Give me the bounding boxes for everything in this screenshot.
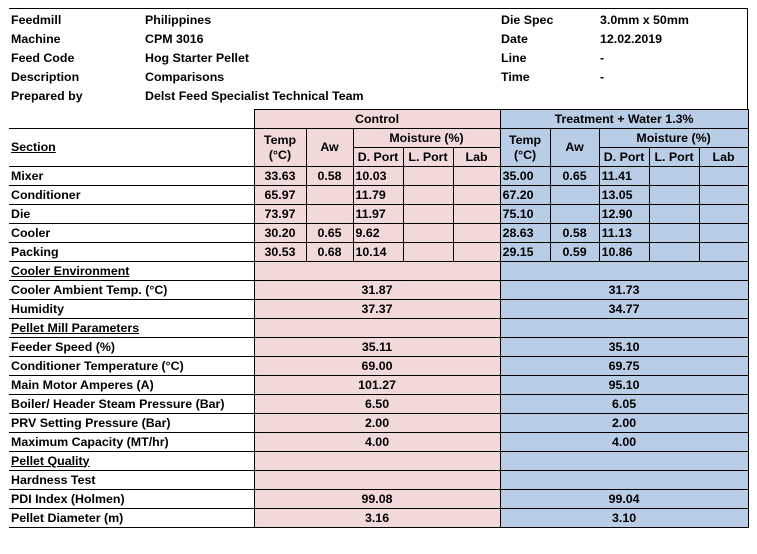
pellet-quality-title: Pellet Quality [9,452,254,471]
machine-value: CPM 3016 [145,32,204,46]
parameter-label: Maximum Capacity (MT/hr) [9,433,254,452]
parameter-label: Cooler Ambient Temp. (°C) [9,281,254,300]
treatment-dport: 10.86 [599,243,649,262]
column-header-row [9,129,748,148]
hardness-test-label: Hardness Test [9,471,254,490]
section-header: Section [9,129,254,167]
treatment-value: 3.10 [500,509,748,528]
time-value: - [600,70,605,84]
treatment-value: 31.73 [500,281,748,300]
control-value: 101.27 [254,376,500,395]
control-lab [453,186,500,205]
control-lab [453,224,500,243]
treatment-lab [699,243,748,262]
treatment-lport-header: L. Port [649,148,699,167]
parameter-row [9,300,748,319]
pellet-mill-title: Pellet Mill Parameters [9,319,254,338]
parameter-row [9,509,748,528]
treatment-lport [649,167,699,186]
control-temp: 73.97 [254,205,306,224]
control-aw: 0.58 [306,167,353,186]
control-temp: 65.97 [254,186,306,205]
parameter-label: Conditioner Temperature (°C) [9,357,254,376]
treatment-dport: 12.90 [599,205,649,224]
control-dport: 11.97 [353,205,403,224]
control-value: 69.00 [254,357,500,376]
treatment-lab [699,205,748,224]
control-moisture-header: Moisture (%) [353,129,500,148]
control-lab-header: Lab [453,148,500,167]
control-dport: 10.14 [353,243,403,262]
treatment-temp: 75.10 [500,205,550,224]
control-value: 37.37 [254,300,500,319]
control-aw [306,186,353,205]
comparison-table [9,109,749,528]
report-header [9,9,747,109]
treatment-lport [649,243,699,262]
treatment-lab [699,224,748,243]
control-lport [403,167,453,186]
control-aw-header: Aw [306,129,353,167]
control-temp: 30.20 [254,224,306,243]
parameter-label: Main Motor Amperes (A) [9,376,254,395]
table-row [9,224,748,243]
control-lport [403,205,453,224]
control-value: 6.50 [254,395,500,414]
cooler-environment-heading-row [9,262,748,281]
control-aw [306,205,353,224]
control-value: 4.00 [254,433,500,452]
treatment-aw [550,205,599,224]
treatment-value: 6.05 [500,395,748,414]
hardness-test-row [9,471,748,490]
treatment-lport [649,205,699,224]
group-header-row [9,110,748,129]
control-lab [453,167,500,186]
parameter-row [9,357,748,376]
treatment-dport: 11.41 [599,167,649,186]
section-name: Die [9,205,254,224]
feedmill-value: Philippines [145,13,212,27]
control-dport: 11.79 [353,186,403,205]
control-aw: 0.65 [306,224,353,243]
treatment-value: 95.10 [500,376,748,395]
control-temp: 30.53 [254,243,306,262]
control-value: 99.08 [254,490,500,509]
report-sheet [9,8,748,528]
control-value: 2.00 [254,414,500,433]
date-label: Date [501,32,528,46]
treatment-value: 34.77 [500,300,748,319]
treatment-temp: 67.20 [500,186,550,205]
treatment-value: 2.00 [500,414,748,433]
line-label: Line [501,51,527,65]
die-spec-value: 3.0mm x 50mm [600,13,689,27]
control-dport-header: D. Port [353,148,403,167]
treatment-lab [699,167,748,186]
treatment-moisture-header: Moisture (%) [599,129,748,148]
line-value: - [600,51,605,65]
feed-code-label: Feed Code [11,51,75,65]
feedmill-label: Feedmill [11,13,62,27]
treatment-temp: 35.00 [500,167,550,186]
parameter-row [9,376,748,395]
control-lab [453,205,500,224]
table-row [9,167,748,186]
treatment-aw-header: Aw [550,129,599,167]
control-lab [453,243,500,262]
treatment-value: 69.75 [500,357,748,376]
parameter-label: Feeder Speed (%) [9,338,254,357]
parameter-label: PRV Setting Pressure (Bar) [9,414,254,433]
treatment-temp: 29.15 [500,243,550,262]
description-value: Comparisons [145,70,225,84]
feed-code-value: Hog Starter Pellet [145,51,249,65]
time-label: Time [501,70,530,84]
treatment-lab [699,186,748,205]
treatment-value: 35.10 [500,338,748,357]
treatment-lport [649,224,699,243]
section-name: Packing [9,243,254,262]
treatment-dport-header: D. Port [599,148,649,167]
treatment-aw: 0.65 [550,167,599,186]
parameter-row [9,414,748,433]
treatment-temp: 28.63 [500,224,550,243]
parameter-row [9,490,748,509]
treatment-aw: 0.58 [550,224,599,243]
section-name: Conditioner [9,186,254,205]
control-title: Control [254,110,500,129]
control-lport [403,186,453,205]
section-name: Mixer [9,167,254,186]
die-spec-label: Die Spec [501,13,554,27]
prepared-by-value: Delst Feed Specialist Technical Team [145,89,364,103]
parameter-row [9,281,748,300]
control-lport [403,224,453,243]
control-dport: 10.03 [353,167,403,186]
parameter-label: Humidity [9,300,254,319]
pellet-quality-heading-row [9,452,748,471]
control-value: 3.16 [254,509,500,528]
control-lport-header: L. Port [403,148,453,167]
control-temp-header: Temp (°C) [254,129,306,167]
control-value: 31.87 [254,281,500,300]
parameter-label: PDI Index (Holmen) [9,490,254,509]
control-aw: 0.68 [306,243,353,262]
machine-label: Machine [11,32,61,46]
cooler-environment-title: Cooler Environment [9,262,254,281]
control-lport [403,243,453,262]
table-row [9,186,748,205]
table-row [9,243,748,262]
treatment-value: 99.04 [500,490,748,509]
treatment-aw [550,186,599,205]
table-row [9,205,748,224]
treatment-lab-header: Lab [699,148,748,167]
control-temp: 33.63 [254,167,306,186]
control-value: 35.11 [254,338,500,357]
date-value: 12.02.2019 [600,32,663,46]
description-label: Description [11,70,80,84]
treatment-aw: 0.59 [550,243,599,262]
parameter-label: Pellet Diameter (m) [9,509,254,528]
control-dport: 9.62 [353,224,403,243]
pellet-mill-heading-row [9,319,748,338]
prepared-by-label: Prepared by [11,89,83,103]
treatment-dport: 13.05 [599,186,649,205]
treatment-lport [649,186,699,205]
parameter-row [9,395,748,414]
parameter-label: Boiler/ Header Steam Pressure (Bar) [9,395,254,414]
treatment-temp-header: Temp (°C) [500,129,550,167]
section-name: Cooler [9,224,254,243]
parameter-row [9,433,748,452]
treatment-title: Treatment + Water 1.3% [500,110,748,129]
parameter-row [9,338,748,357]
treatment-value: 4.00 [500,433,748,452]
treatment-dport: 11.13 [599,224,649,243]
